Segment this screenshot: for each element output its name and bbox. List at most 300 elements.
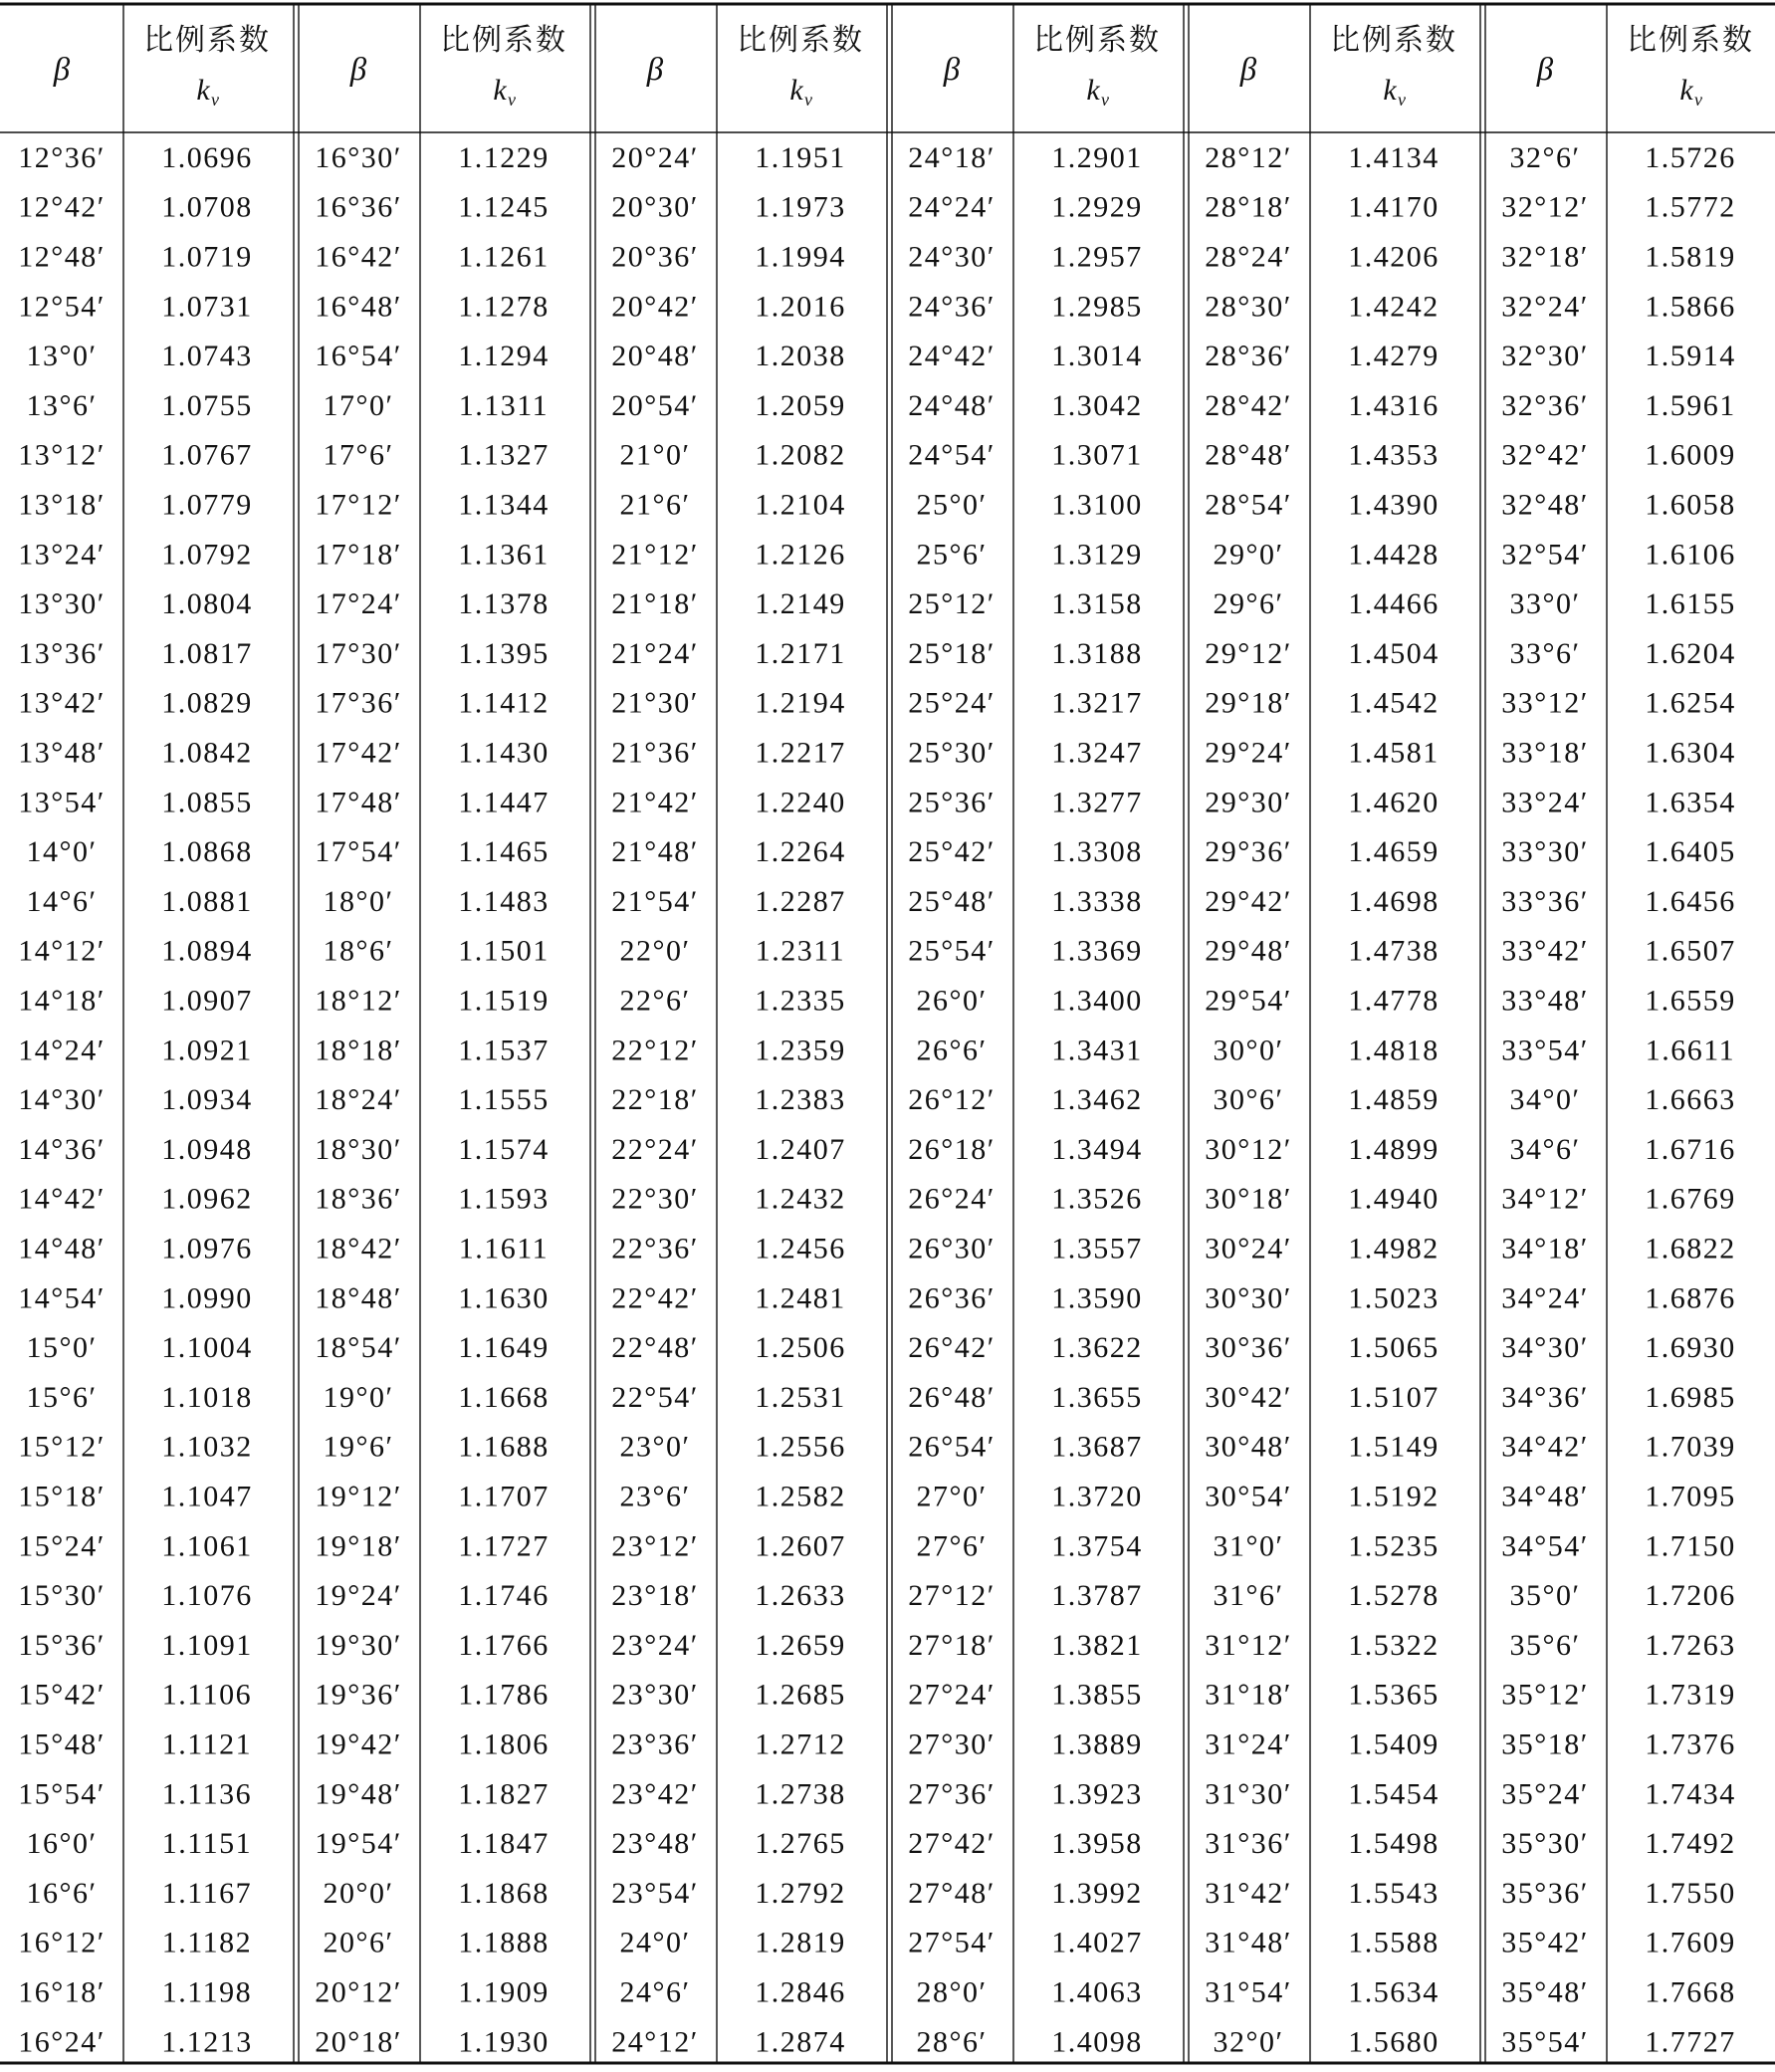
beta-cell: 28°48′ [1205,438,1292,472]
kv-cell: 1.7550 [1645,1876,1736,1910]
beta-cell: 24°12′ [611,2025,699,2059]
beta-cell: 16°36′ [315,190,402,224]
header-beta: β [53,52,71,88]
beta-cell: 19°0′ [323,1380,394,1414]
kv-cell: 1.4738 [1348,934,1440,968]
beta-cell: 18°48′ [315,1281,402,1315]
beta-cell: 25°24′ [908,686,996,720]
kv-cell: 1.2287 [755,884,846,918]
beta-cell: 34°24′ [1501,1281,1589,1315]
header-kv-subscript: v [1101,90,1109,110]
beta-cell: 25°6′ [916,538,988,572]
kv-cell: 1.2633 [755,1579,846,1613]
kv-cell: 1.7319 [1645,1678,1736,1712]
kv-cell: 1.1344 [458,488,550,522]
beta-cell: 33°0′ [1509,587,1581,621]
beta-cell: 16°18′ [18,1975,106,2009]
beta-cell: 32°6′ [1509,140,1581,174]
beta-cell: 30°54′ [1205,1480,1292,1513]
kv-cell: 1.0948 [161,1132,253,1166]
kv-cell: 1.3217 [1051,686,1143,720]
beta-cell: 21°36′ [611,736,699,770]
kv-cell: 1.1847 [458,1827,550,1861]
kv-cell: 1.5149 [1348,1430,1440,1464]
kv-cell: 1.6507 [1645,934,1736,968]
kv-cell: 1.1061 [161,1529,253,1563]
kv-cell: 1.4170 [1348,190,1440,224]
kv-cell: 1.4027 [1051,1926,1143,1959]
beta-cell: 29°42′ [1205,884,1292,918]
kv-cell: 1.4134 [1348,140,1440,174]
kv-cell: 1.3277 [1051,786,1143,819]
beta-cell: 26°12′ [908,1083,996,1117]
beta-cell: 14°30′ [18,1083,106,1117]
beta-cell: 16°12′ [18,1926,106,1959]
kv-cell: 1.1766 [458,1628,550,1662]
kv-cell: 1.1465 [458,835,550,869]
beta-cell: 25°54′ [908,934,996,968]
beta-cell: 19°36′ [315,1678,402,1712]
beta-cell: 24°30′ [908,240,996,274]
kv-cell: 1.4279 [1348,340,1440,373]
beta-cell: 28°42′ [1205,388,1292,422]
kv-cell: 1.1668 [458,1380,550,1414]
beta-cell: 23°42′ [611,1777,699,1811]
kv-cell: 1.3923 [1051,1777,1143,1811]
kv-cell: 1.0990 [161,1281,253,1315]
beta-cell: 18°12′ [315,984,402,1018]
beta-cell: 26°36′ [908,1281,996,1315]
beta-cell: 28°18′ [1205,190,1292,224]
kv-cell: 1.1688 [458,1430,550,1464]
beta-cell: 30°24′ [1205,1232,1292,1266]
kv-cell: 1.7039 [1645,1430,1736,1464]
kv-cell: 1.4428 [1348,538,1440,572]
kv-cell: 1.1593 [458,1182,550,1216]
kv-cell: 1.5680 [1348,2025,1440,2059]
beta-cell: 34°0′ [1509,1083,1581,1117]
kv-cell: 1.1519 [458,984,550,1018]
kv-cell: 1.6009 [1645,438,1736,472]
beta-cell: 23°24′ [611,1628,699,1662]
beta-cell: 22°0′ [619,934,691,968]
beta-cell: 14°0′ [26,835,98,869]
kv-cell: 1.4940 [1348,1182,1440,1216]
kv-cell: 1.1930 [458,2025,550,2059]
kv-cell: 1.5961 [1645,388,1736,422]
kv-cell: 1.5772 [1645,190,1736,224]
kv-cell: 1.2792 [755,1876,846,1910]
beta-cell: 29°6′ [1213,587,1284,621]
kv-cell: 1.2556 [755,1430,846,1464]
kv-cell: 1.7668 [1645,1975,1736,2009]
kv-cell: 1.2383 [755,1083,846,1117]
beta-cell: 12°42′ [18,190,106,224]
beta-cell: 34°30′ [1501,1331,1589,1365]
kv-cell: 1.0976 [161,1232,253,1266]
beta-cell: 22°48′ [611,1331,699,1365]
kv-cell: 1.1611 [458,1232,550,1266]
header-coefficient-label: 比例系数 [143,24,271,57]
beta-cell: 29°36′ [1205,835,1292,869]
beta-cell: 24°42′ [908,340,996,373]
kv-cell: 1.4206 [1348,240,1440,274]
kv-cell: 1.4659 [1348,835,1440,869]
kv-cell: 1.5278 [1348,1579,1440,1613]
beta-cell: 27°42′ [908,1827,996,1861]
beta-cell: 30°36′ [1205,1331,1292,1365]
beta-cell: 22°30′ [611,1182,699,1216]
kv-cell: 1.6354 [1645,786,1736,819]
kv-cell: 1.3100 [1051,488,1143,522]
beta-cell: 18°24′ [315,1083,402,1117]
beta-cell: 13°48′ [18,736,106,770]
kv-cell: 1.4390 [1348,488,1440,522]
beta-cell: 25°42′ [908,835,996,869]
kv-cell: 1.2607 [755,1529,846,1563]
beta-cell: 26°18′ [908,1132,996,1166]
kv-cell: 1.2712 [755,1727,846,1761]
kv-cell: 1.2194 [755,686,846,720]
beta-cell: 21°12′ [611,538,699,572]
header-beta: β [1536,52,1554,88]
beta-cell: 18°36′ [315,1182,402,1216]
beta-cell: 21°6′ [619,488,691,522]
kv-cell: 1.3889 [1051,1727,1143,1761]
beta-cell: 31°54′ [1205,1975,1292,2009]
kv-cell: 1.1261 [458,240,550,274]
beta-cell: 19°18′ [315,1529,402,1563]
header-kv-subscript: v [804,90,812,110]
beta-cell: 32°24′ [1501,290,1589,324]
kv-cell: 1.7376 [1645,1727,1736,1761]
beta-cell: 31°42′ [1205,1876,1292,1910]
kv-cell: 1.0962 [161,1182,253,1216]
beta-cell: 30°18′ [1205,1182,1292,1216]
kv-cell: 1.1994 [755,240,846,274]
beta-cell: 15°48′ [18,1727,106,1761]
kv-cell: 1.4620 [1348,786,1440,819]
beta-cell: 29°18′ [1205,686,1292,720]
kv-cell: 1.5235 [1348,1529,1440,1563]
beta-cell: 35°18′ [1501,1727,1589,1761]
beta-cell: 17°12′ [315,488,402,522]
beta-cell: 27°0′ [916,1480,988,1513]
beta-cell: 34°42′ [1501,1430,1589,1464]
kv-cell: 1.0907 [161,984,253,1018]
beta-cell: 20°54′ [611,388,699,422]
kv-cell: 1.3557 [1051,1232,1143,1266]
kv-cell: 1.1909 [458,1975,550,2009]
beta-cell: 35°36′ [1501,1876,1589,1910]
beta-cell: 32°0′ [1213,2025,1284,2059]
kv-cell: 1.4542 [1348,686,1440,720]
beta-cell: 15°0′ [26,1331,98,1365]
beta-cell: 12°36′ [18,140,106,174]
beta-cell: 32°30′ [1501,340,1589,373]
table-header [53,24,1754,110]
beta-cell: 20°42′ [611,290,699,324]
kv-cell: 1.6876 [1645,1281,1736,1315]
beta-cell: 18°6′ [323,934,394,968]
kv-cell: 1.0696 [161,140,253,174]
beta-cell: 27°48′ [908,1876,996,1910]
header-kv-subscript: v [211,90,219,110]
kv-cell: 1.2149 [755,587,846,621]
beta-cell: 19°54′ [315,1827,402,1861]
kv-cell: 1.2929 [1051,190,1143,224]
beta-cell: 14°48′ [18,1232,106,1266]
kv-cell: 1.1806 [458,1727,550,1761]
beta-cell: 21°0′ [619,438,691,472]
beta-cell: 14°42′ [18,1182,106,1216]
kv-cell: 1.1327 [458,438,550,472]
kv-cell: 1.0708 [161,190,253,224]
beta-cell: 18°30′ [315,1132,402,1166]
beta-cell: 28°24′ [1205,240,1292,274]
kv-cell: 1.2407 [755,1132,846,1166]
kv-cell: 1.6204 [1645,636,1736,670]
beta-cell: 17°48′ [315,786,402,819]
kv-cell: 1.3622 [1051,1331,1143,1365]
kv-cell: 1.1018 [161,1380,253,1414]
kv-cell: 1.1311 [458,388,550,422]
beta-cell: 27°12′ [908,1579,996,1613]
beta-cell: 18°42′ [315,1232,402,1266]
beta-cell: 18°18′ [315,1034,402,1067]
kv-cell: 1.5365 [1348,1678,1440,1712]
beta-cell: 28°0′ [916,1975,988,2009]
kv-cell: 1.7434 [1645,1777,1736,1811]
beta-cell: 24°36′ [908,290,996,324]
beta-cell: 13°6′ [26,388,98,422]
beta-cell: 12°54′ [18,290,106,324]
kv-cell: 1.3308 [1051,835,1143,869]
beta-cell: 16°54′ [315,340,402,373]
kv-cell: 1.7095 [1645,1480,1736,1513]
beta-cell: 23°30′ [611,1678,699,1712]
kv-cell: 1.6769 [1645,1182,1736,1216]
kv-cell: 1.6254 [1645,686,1736,720]
beta-cell: 27°30′ [908,1727,996,1761]
table-body [18,141,1736,2058]
beta-cell: 21°54′ [611,884,699,918]
beta-cell: 15°30′ [18,1579,106,1613]
kv-cell: 1.2217 [755,736,846,770]
kv-cell: 1.2126 [755,538,846,572]
kv-cell: 1.3494 [1051,1132,1143,1166]
beta-cell: 33°6′ [1509,636,1581,670]
beta-cell: 28°30′ [1205,290,1292,324]
kv-cell: 1.6716 [1645,1132,1736,1166]
beta-cell: 35°42′ [1501,1926,1589,1959]
kv-cell: 1.1973 [755,190,846,224]
beta-cell: 22°12′ [611,1034,699,1067]
kv-cell: 1.3855 [1051,1678,1143,1712]
beta-cell: 23°18′ [611,1579,699,1613]
beta-cell: 33°48′ [1501,984,1589,1018]
kv-cell: 1.7727 [1645,2025,1736,2059]
kv-cell: 1.6155 [1645,587,1736,621]
kv-cell: 1.0855 [161,786,253,819]
header-beta: β [349,52,367,88]
header-coefficient-label: 比例系数 [1330,24,1457,57]
beta-cell: 19°24′ [315,1579,402,1613]
beta-cell: 20°6′ [323,1926,394,1959]
kv-cell: 1.4316 [1348,388,1440,422]
kv-cell: 1.3462 [1051,1083,1143,1117]
kv-cell: 1.3400 [1051,984,1143,1018]
kv-cell: 1.1574 [458,1132,550,1166]
kv-cell: 1.3071 [1051,438,1143,472]
kv-cell: 1.2016 [755,290,846,324]
beta-cell: 30°0′ [1213,1034,1284,1067]
kv-cell: 1.0934 [161,1083,253,1117]
beta-cell: 18°0′ [323,884,394,918]
beta-cell: 23°48′ [611,1827,699,1861]
kv-cell: 1.5107 [1348,1380,1440,1414]
beta-cell: 29°30′ [1205,786,1292,819]
kv-cell: 1.0842 [161,736,253,770]
beta-cell: 28°12′ [1205,140,1292,174]
beta-cell: 32°48′ [1501,488,1589,522]
beta-cell: 22°36′ [611,1232,699,1266]
beta-cell: 32°54′ [1501,538,1589,572]
beta-cell: 13°36′ [18,636,106,670]
kv-cell: 1.0779 [161,488,253,522]
beta-cell: 26°30′ [908,1232,996,1266]
beta-cell: 31°0′ [1213,1529,1284,1563]
kv-cell: 1.3158 [1051,587,1143,621]
beta-cell: 19°48′ [315,1777,402,1811]
kv-cell: 1.1537 [458,1034,550,1067]
kv-cell: 1.1032 [161,1430,253,1464]
kv-cell: 1.0921 [161,1034,253,1067]
beta-cell: 34°6′ [1509,1132,1581,1166]
kv-cell: 1.1430 [458,736,550,770]
beta-cell: 15°36′ [18,1628,106,1662]
header-coefficient-label: 比例系数 [737,24,864,57]
beta-cell: 20°18′ [315,2025,402,2059]
kv-cell: 1.4063 [1051,1975,1143,2009]
beta-cell: 29°12′ [1205,636,1292,670]
beta-cell: 24°54′ [908,438,996,472]
beta-cell: 15°12′ [18,1430,106,1464]
kv-cell: 1.1229 [458,140,550,174]
beta-cell: 31°18′ [1205,1678,1292,1712]
kv-cell: 1.1121 [161,1727,253,1761]
kv-cell: 1.1047 [161,1480,253,1513]
kv-cell: 1.1727 [458,1529,550,1563]
kv-cell: 1.2038 [755,340,846,373]
beta-cell: 13°0′ [26,340,98,373]
kv-cell: 1.2846 [755,1975,846,2009]
header-coefficient-label: 比例系数 [1627,24,1754,57]
kv-cell: 1.6456 [1645,884,1736,918]
kv-cell: 1.5498 [1348,1827,1440,1861]
beta-cell: 16°30′ [315,140,402,174]
kv-cell: 1.1786 [458,1678,550,1712]
kv-cell: 1.1361 [458,538,550,572]
kv-cell: 1.3687 [1051,1430,1143,1464]
beta-cell: 13°30′ [18,587,106,621]
beta-cell: 14°18′ [18,984,106,1018]
kv-cell: 1.1167 [161,1876,253,1910]
kv-cell: 1.6930 [1645,1331,1736,1365]
kv-cell: 1.2264 [755,835,846,869]
beta-cell: 31°12′ [1205,1628,1292,1662]
beta-cell: 13°42′ [18,686,106,720]
beta-cell: 13°24′ [18,538,106,572]
kv-cell: 1.5914 [1645,340,1736,373]
beta-cell: 14°36′ [18,1132,106,1166]
kv-cell: 1.3431 [1051,1034,1143,1067]
beta-cell: 18°54′ [315,1331,402,1365]
kv-cell: 1.1076 [161,1579,253,1613]
kv-cell: 1.1294 [458,340,550,373]
beta-cell: 31°48′ [1205,1926,1292,1959]
beta-cell: 33°36′ [1501,884,1589,918]
beta-cell: 13°18′ [18,488,106,522]
beta-cell: 19°12′ [315,1480,402,1513]
kv-cell: 1.4353 [1348,438,1440,472]
kv-cell: 1.3655 [1051,1380,1143,1414]
beta-cell: 33°18′ [1501,736,1589,770]
kv-cell: 1.1278 [458,290,550,324]
beta-cell: 26°42′ [908,1331,996,1365]
kv-cell: 1.1136 [161,1777,253,1811]
header-kv-symbol: k [493,74,507,107]
beta-cell: 15°6′ [26,1380,98,1414]
kv-cell: 1.3958 [1051,1827,1143,1861]
beta-cell: 27°54′ [908,1926,996,1959]
kv-cell: 1.0767 [161,438,253,472]
beta-cell: 30°42′ [1205,1380,1292,1414]
beta-cell: 19°6′ [323,1430,394,1464]
beta-cell: 13°54′ [18,786,106,819]
kv-cell: 1.2240 [755,786,846,819]
kv-cell: 1.4466 [1348,587,1440,621]
kv-cell: 1.4698 [1348,884,1440,918]
beta-cell: 31°6′ [1213,1579,1284,1613]
beta-cell: 21°24′ [611,636,699,670]
kv-cell: 1.3338 [1051,884,1143,918]
kv-cell: 1.0868 [161,835,253,869]
kv-cell: 1.5065 [1348,1331,1440,1365]
beta-cell: 13°12′ [18,438,106,472]
beta-cell: 35°30′ [1501,1827,1589,1861]
kv-cell: 1.6304 [1645,736,1736,770]
kv-cell: 1.3247 [1051,736,1143,770]
kv-cell: 1.2171 [755,636,846,670]
kv-cell: 1.4504 [1348,636,1440,670]
beta-cell: 21°48′ [611,835,699,869]
beta-cell: 31°30′ [1205,1777,1292,1811]
beta-cell: 35°54′ [1501,2025,1589,2059]
kv-cell: 1.0894 [161,934,253,968]
beta-cell: 17°36′ [315,686,402,720]
beta-cell: 33°12′ [1501,686,1589,720]
kv-cell: 1.3821 [1051,1628,1143,1662]
beta-cell: 27°36′ [908,1777,996,1811]
kv-cell: 1.1707 [458,1480,550,1513]
beta-cell: 24°18′ [908,140,996,174]
beta-cell: 17°54′ [315,835,402,869]
beta-cell: 16°0′ [26,1827,98,1861]
kv-cell: 1.0817 [161,636,253,670]
beta-cell: 24°24′ [908,190,996,224]
beta-cell: 21°18′ [611,587,699,621]
